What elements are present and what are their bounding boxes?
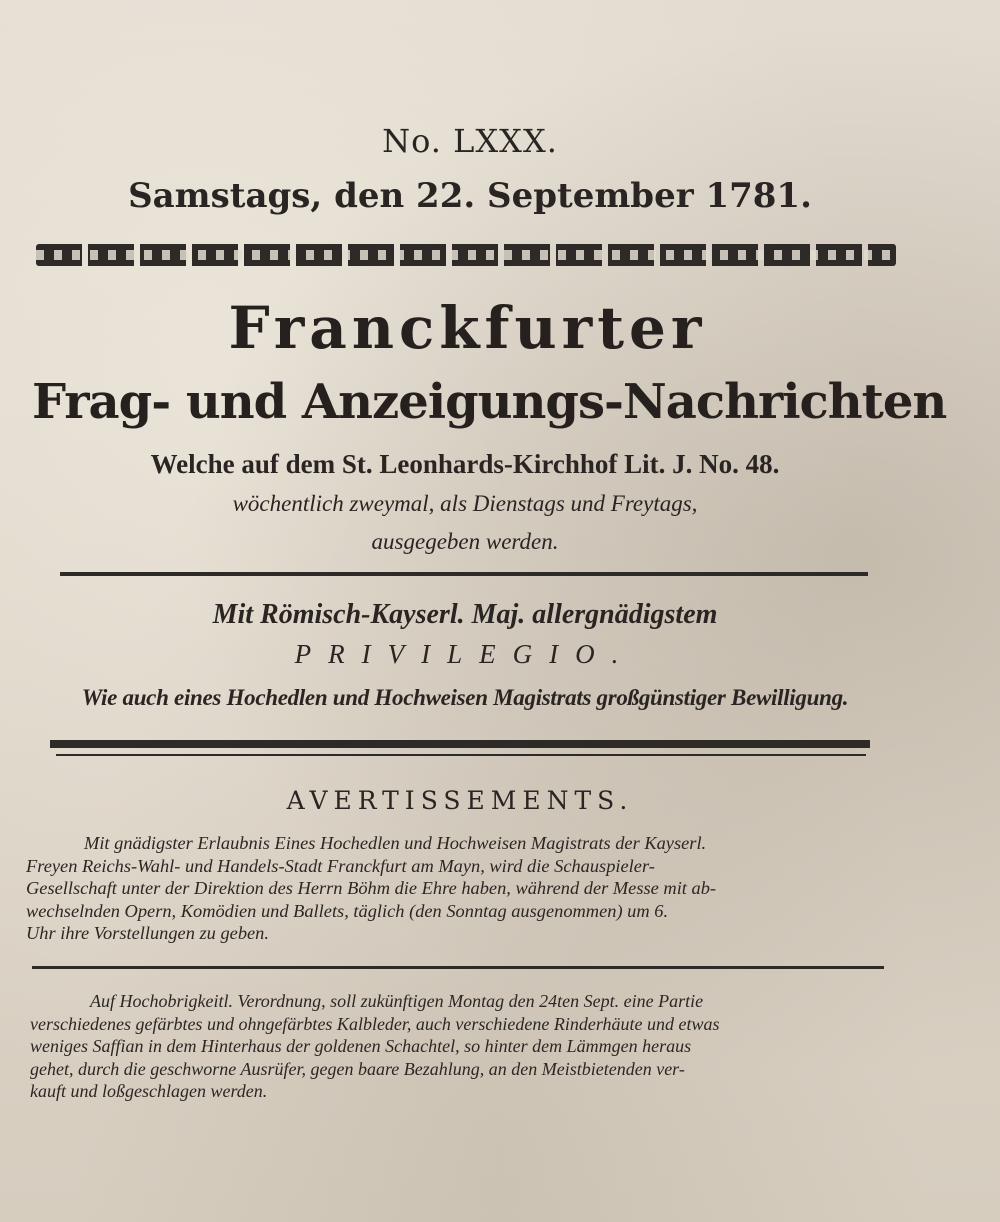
notice-2-line-4: gehet, durch die geschworne Ausrüfer, gegen baare Bezahlung, an den Meistbietenden ver- bbox=[30, 1058, 685, 1079]
masthead-title-line2: Frag- und Anzeigungs-Nachrichten bbox=[32, 374, 947, 430]
section-heading: AVERTISSEMENTS. bbox=[286, 786, 634, 815]
notice-2-line-3: weniges Saffian in dem Hinterhaus der goldenen Schachtel, so hinter dem Lämmgen heraus bbox=[30, 1036, 692, 1056]
privilege-line-2: PRIVILEGIO. bbox=[294, 639, 636, 669]
notice-1-line-3: Gesellschaft unter der Direktion des Herrn Böhm die Ehre haben, während der Messe mit ab- bbox=[26, 878, 717, 898]
divider-rule-1 bbox=[60, 572, 868, 576]
notice-2-line-5: kauft und loßgeschlagen werden. bbox=[30, 1081, 268, 1101]
privilege-line-3: Wie auch eines Hochedlen und Hochweisen Magistrats großgünstiger Bewilligung. bbox=[81, 685, 849, 710]
notice-2-line-2: verschiedenes gefärbtes und ohngefärbtes Kalbleder, auch verschiedene Rinderhäute und etwas bbox=[30, 1013, 720, 1034]
notice-1-line-1: Mit gnädigster Erlaubnis Eines Hochedlen und Hochweisen Magistrats der Kayserl. bbox=[84, 833, 707, 853]
notice-2 bbox=[30, 990, 886, 1103]
divider-rule-3 bbox=[56, 754, 866, 756]
imprint-line-2: wöchentlich zweymal, als Dienstags und Freytags, bbox=[232, 491, 698, 516]
issue-date: Samstags, den 22. September 1781. bbox=[128, 176, 812, 216]
notice-1-line-5: Uhr ihre Vorstellungen zu geben. bbox=[26, 923, 269, 943]
ornamental-border bbox=[36, 244, 896, 266]
notice-2-line-1: Auf Hochobrigkeitl. Verordnung, soll zukünftigen Montag den 24ten Sept. eine Partie bbox=[90, 991, 704, 1011]
notice-1-line-4: wechselnden Opern, Komödien und Ballets, täglich (den Sonntag ausgenommen) um 6. bbox=[26, 900, 669, 921]
privilege-line-1: Mit Römisch-Kayserl. Maj. allergnädigstem bbox=[212, 599, 718, 630]
imprint-line-1: Welche auf dem St. Leonhards-Kirchhof Lit. J. No. 48. bbox=[150, 449, 780, 479]
divider-rule-2 bbox=[50, 740, 870, 748]
imprint-line-3: ausgegeben werden. bbox=[371, 529, 559, 554]
notice-1-line-2: Freyen Reichs-Wahl- und Handels-Stadt Franckfurt am Mayn, wird die Schauspieler- bbox=[26, 855, 655, 876]
divider-rule-4 bbox=[32, 966, 884, 969]
notice-1 bbox=[26, 832, 888, 945]
issue-number: No. LXXX. bbox=[382, 122, 558, 160]
masthead-title-line1: Franckfurter bbox=[228, 294, 707, 362]
